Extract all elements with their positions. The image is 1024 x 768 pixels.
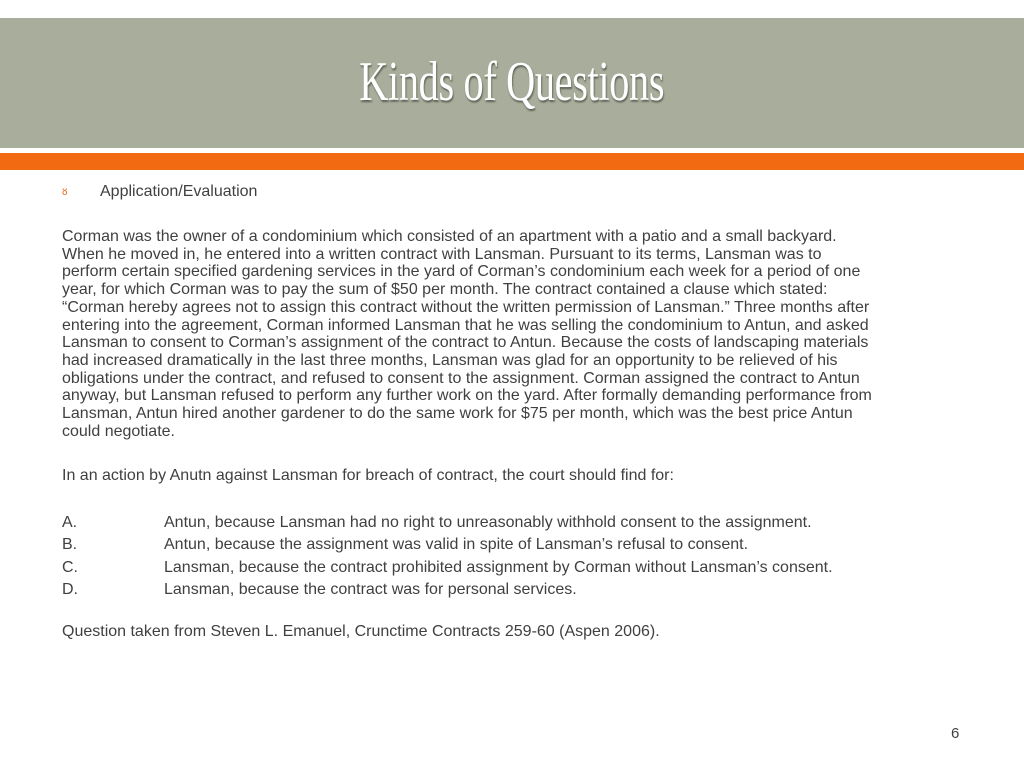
answer-option-a xyxy=(62,512,833,534)
answer-option-c xyxy=(62,557,833,579)
slide-title-text: Kinds of Questions xyxy=(359,51,665,113)
option-letter: C. xyxy=(62,558,78,576)
passage-line: obligations under the contract, and refused to consent to the assignment. Corman assigned the contract to Antun xyxy=(62,369,860,387)
passage-line: entering into the agreement, Corman informed Lansman that he was selling the condominium to Antun, and asked xyxy=(62,316,869,334)
question-stem: In an action by Anutn against Lansman for breach of contract, the court should find for: xyxy=(62,467,674,484)
accent-band xyxy=(0,153,1024,170)
source-citation: Question taken from Steven L. Emanuel, Crunctime Contracts 259-60 (Aspen 2006). xyxy=(62,623,660,640)
passage-line: Lansman to consent to Corman’s assignment of the contract to Antun. Because the costs of landscaping materials xyxy=(62,334,869,352)
ornament-bullet-icon: ᴕ xyxy=(62,184,68,198)
option-text: Antun, because the assignment was valid in spite of Lansman’s refusal to consent. xyxy=(164,536,749,554)
passage-line: could negotiate. xyxy=(62,422,175,440)
passage-line: year, for which Corman was to pay the sum of $50 per month. The contract contained a clause which stated: xyxy=(62,281,828,299)
passage-line: Lansman, Antun hired another gardener to do the same work for $75 per month, which was the best price Antun xyxy=(62,405,853,423)
passage-line: “Corman hereby agrees not to assign this contract without the written permission of Lansman.” Three months after xyxy=(62,298,870,316)
option-letter: D. xyxy=(62,580,78,598)
passage-line: had increased dramatically in the last three months, Lansman was glad for an opportunity to be relieved of his xyxy=(62,351,838,369)
answer-option-d xyxy=(62,579,833,601)
question-passage xyxy=(62,228,872,440)
passage-line: When he moved in, he entered into a written contract with Lansman. Pursuant to its terms, Lansman was to xyxy=(62,245,822,263)
option-letter: B. xyxy=(62,536,78,554)
option-letter: A. xyxy=(62,514,78,531)
passage-line: perform certain specified gardening services in the yard of Corman’s condominium each week for a period of one xyxy=(62,263,861,281)
slide-title xyxy=(0,50,1024,114)
option-text: Lansman, because the contract was for personal services. xyxy=(164,580,577,598)
answer-options xyxy=(62,512,833,601)
passage-line: Corman was the owner of a condominium which consisted of an apartment with a patio and a small backyard. xyxy=(62,228,837,245)
option-text: Lansman, because the contract prohibited assignment by Corman without Lansman’s consent. xyxy=(164,558,833,576)
bullet-text: Application/Evaluation xyxy=(100,183,258,200)
page-number: 6 xyxy=(951,725,960,742)
option-text: Antun, because Lansman had no right to unreasonably withhold consent to the assignment. xyxy=(164,514,812,531)
answer-option-b xyxy=(62,534,833,556)
passage-line: anyway, but Lansman refused to perform any further work on the yard. After formally demanding performance from xyxy=(62,387,872,405)
